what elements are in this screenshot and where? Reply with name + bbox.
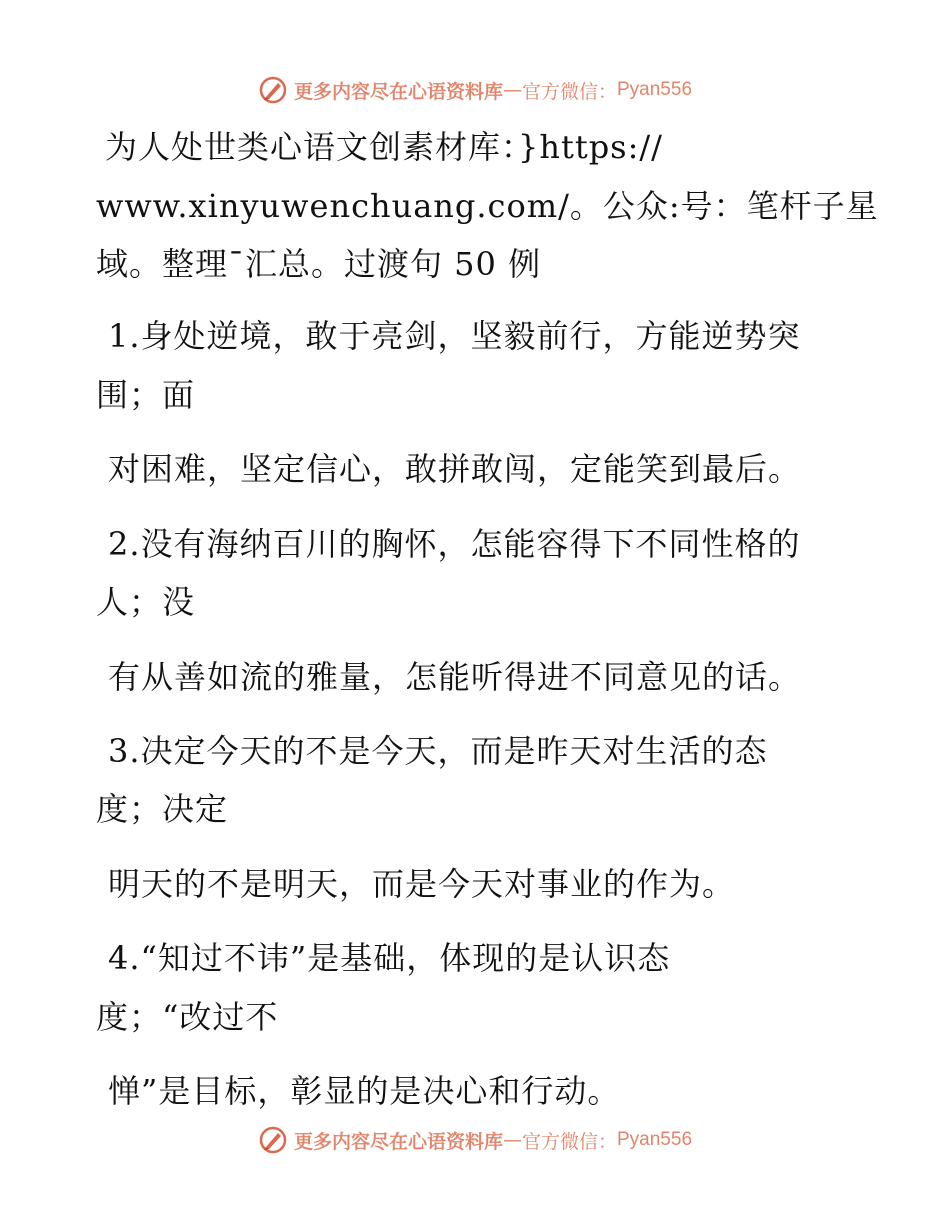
- item-4-line-2: 度；“改过不: [96, 998, 279, 1036]
- item-4-line-3: 惮”是目标，彰显的是决心和行动。: [108, 1072, 621, 1110]
- footer-watermark: [0, 1120, 950, 1160]
- item-3-line-2: 度；决定: [96, 790, 229, 828]
- header-line-2: www.xinyuwenchuang.com/。公众:号：笔杆子星: [96, 187, 879, 225]
- watermark-separator: —: [502, 1129, 522, 1151]
- pen-logo-icon: [258, 1125, 288, 1155]
- item-2-line-3: 有从善如流的雅量，怎能听得进不同意见的话。: [108, 658, 802, 696]
- header-line-1: 为人处世类心语文创素材库：}https://: [105, 128, 663, 166]
- item-2-line-2: 人；没: [96, 583, 196, 621]
- item-1-line-1: 1.身处逆境，敢于亮剑，坚毅前行，方能逆势突: [108, 317, 801, 355]
- watermark-wechat-id: Pyan556: [617, 79, 693, 100]
- watermark-promo-text: 更多内容尽在心语资料库: [293, 80, 503, 103]
- watermark-official-label: 官方微信：: [521, 80, 617, 103]
- watermark-promo-text: 更多内容尽在心语资料库: [293, 1130, 503, 1153]
- header-line-3: 域。整理¯汇总。过渡句 50 例: [96, 245, 542, 283]
- item-1-line-2: 围；面: [96, 376, 196, 414]
- watermark-separator: —: [502, 79, 522, 101]
- watermark-wechat-id: Pyan556: [617, 1129, 693, 1150]
- item-3-line-1: 3.决定今天的不是今天，而是昨天对生活的态: [108, 732, 768, 770]
- item-2-line-1: 2.没有海纳百川的胸怀，怎能容得下不同性格的: [108, 525, 801, 563]
- pen-logo-icon: [258, 75, 288, 105]
- item-1-line-3: 对困难，坚定信心，敢拼敢闯，定能笑到最后。: [108, 450, 802, 488]
- watermark-official-label: 官方微信：: [521, 1130, 617, 1153]
- item-3-line-3: 明天的不是明天，而是今天对事业的作为。: [108, 865, 736, 903]
- item-4-line-1: 4.“知过不讳”是基础，体现的是认识态: [108, 939, 671, 977]
- header-watermark: [0, 70, 950, 110]
